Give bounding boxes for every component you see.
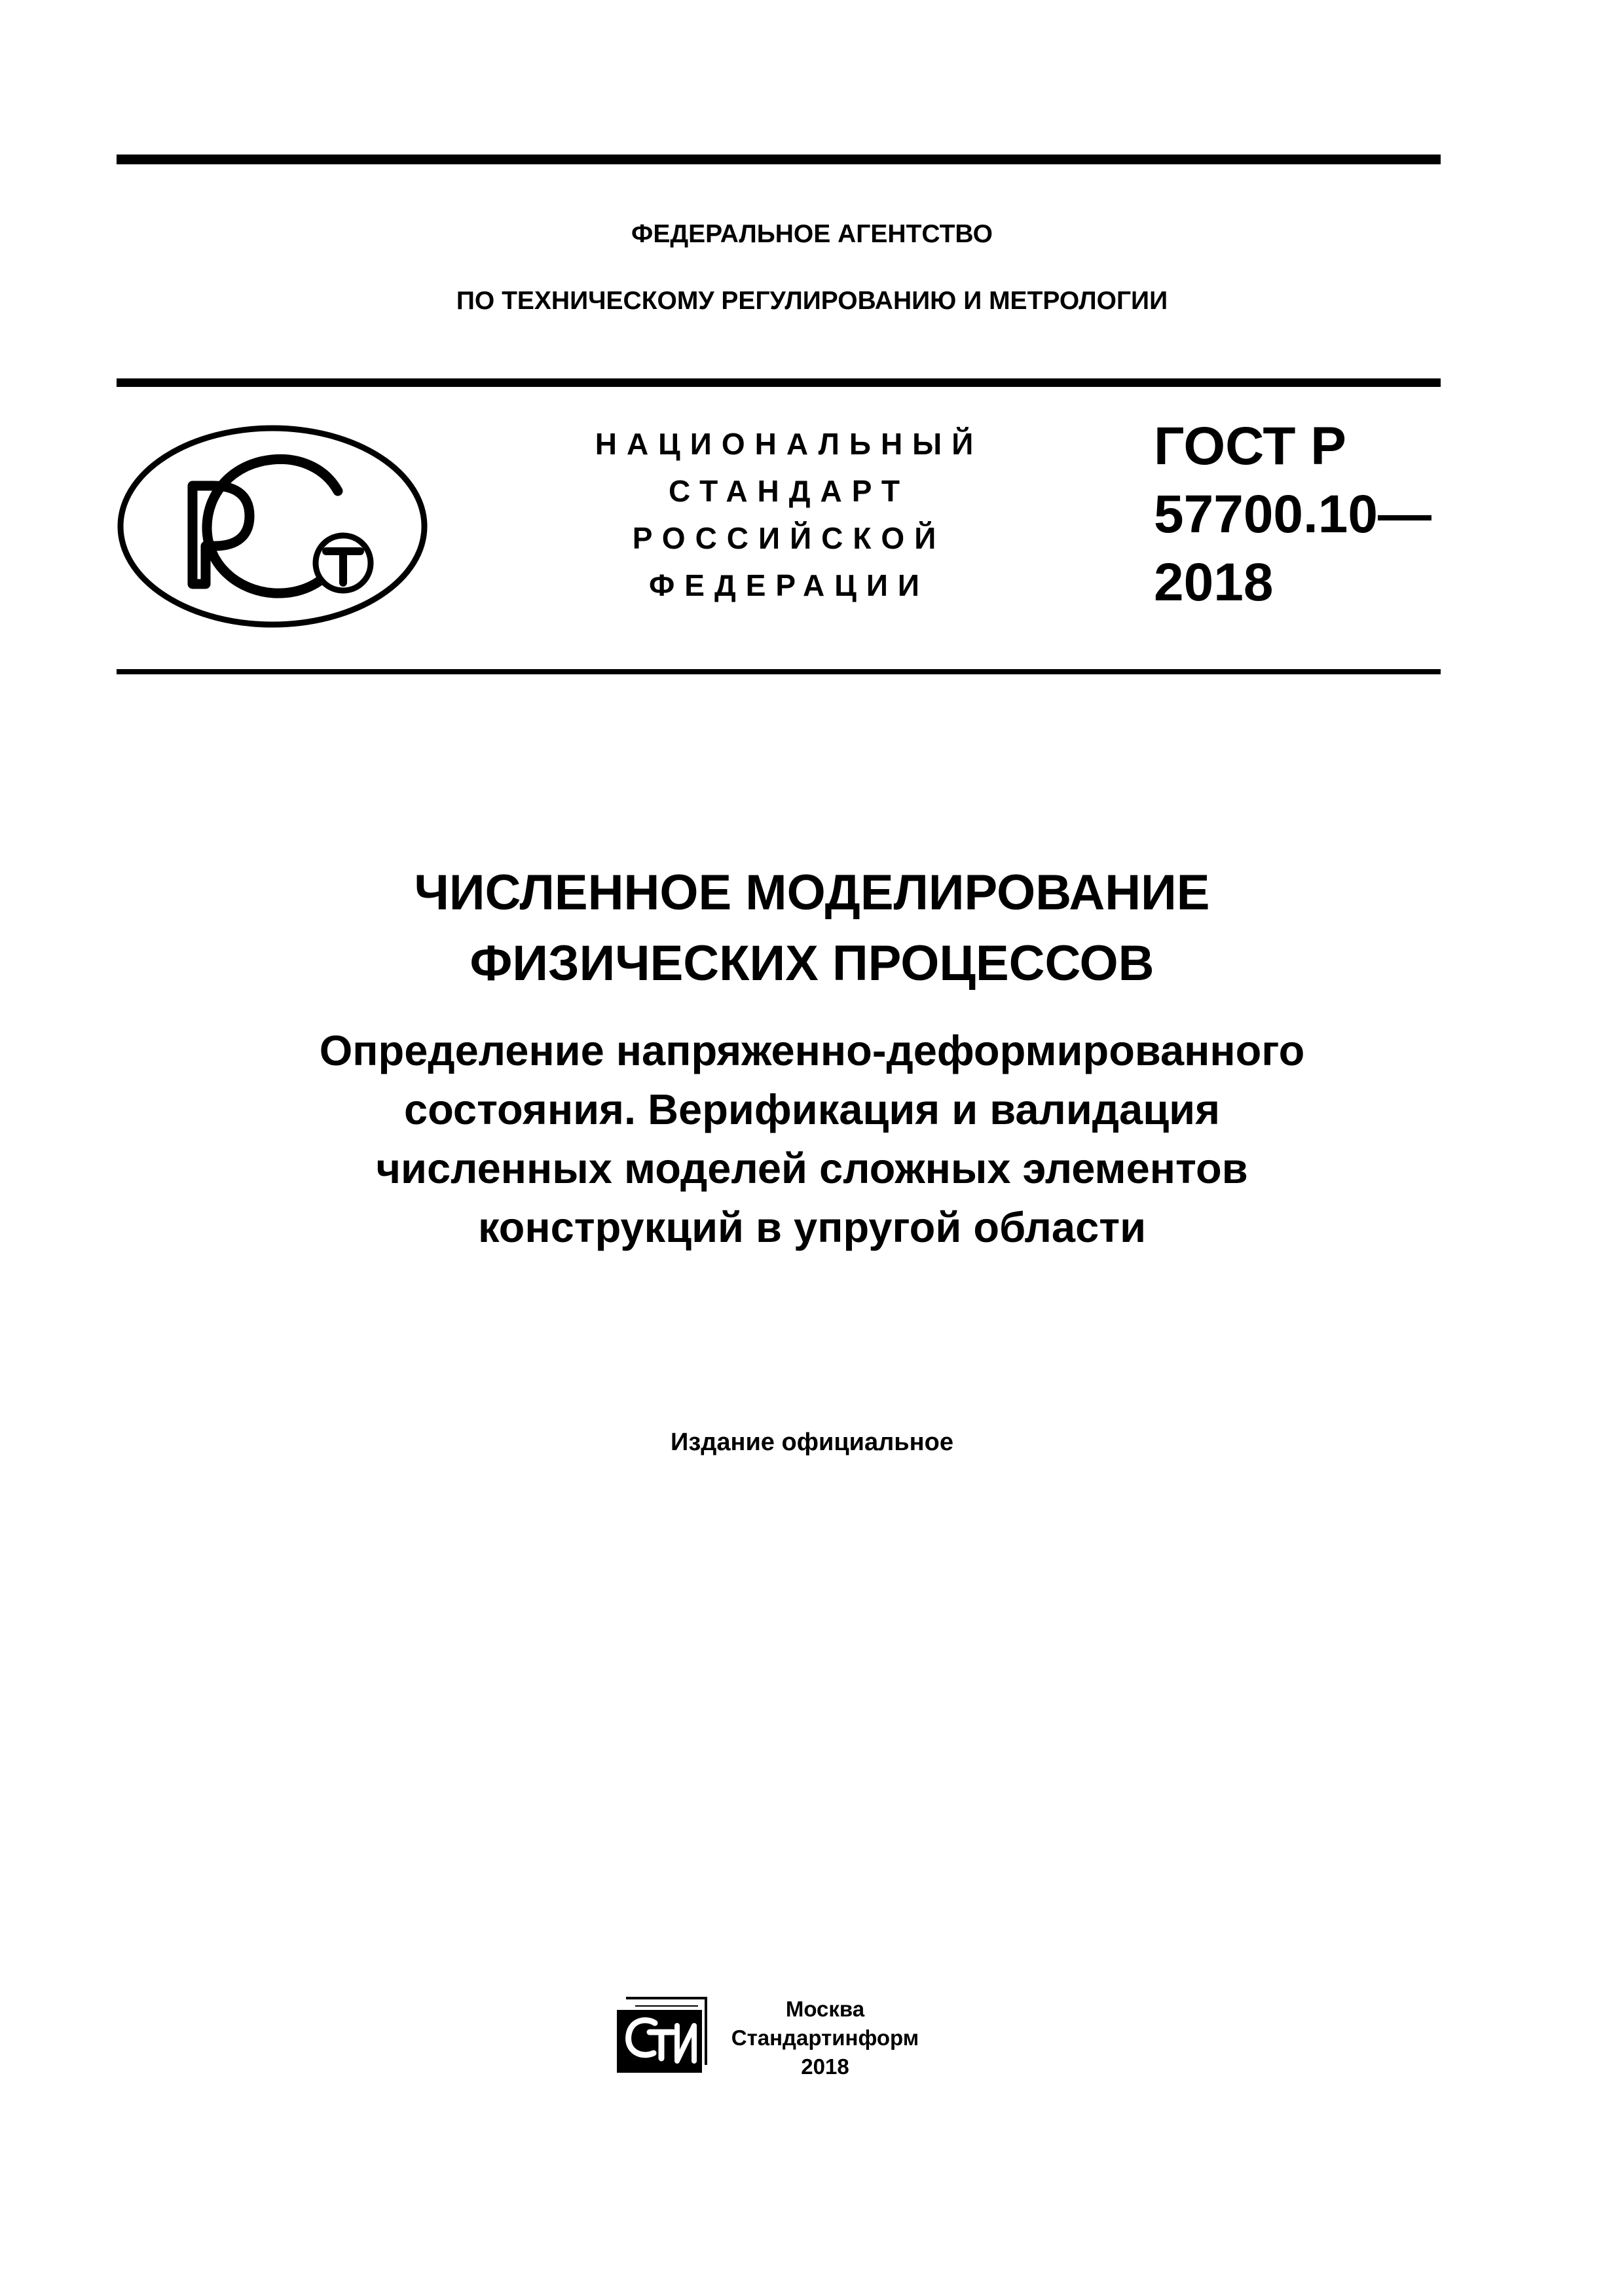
subtitle-line-4: конструкций в упругой области	[477, 1203, 1147, 1251]
national-standard-line: ФЕДЕРАЦИИ	[649, 568, 929, 602]
standard-designation	[1154, 412, 1432, 617]
subtitle-line-1: Определение напряженно-деформированного	[319, 1027, 1305, 1074]
publisher-year: 2018	[801, 2054, 849, 2079]
title-line-1: ЧИСЛЕННОЕ МОДЕЛИРОВАНИЕ	[414, 865, 1210, 920]
header-bottom-rule	[117, 669, 1441, 674]
designation-line-3: 2018	[1154, 553, 1274, 612]
national-standard-line: СТАНДАРТ	[669, 474, 910, 508]
standartinform-logo-icon	[612, 1993, 710, 2078]
document-subtitle	[0, 1021, 1624, 1257]
top-rule	[117, 155, 1441, 164]
national-standard-label	[576, 420, 1002, 609]
publisher-name: Стандартинформ	[731, 2026, 919, 2050]
designation-line-1: ГОСТ Р	[1154, 416, 1346, 476]
subtitle-line-3: численных моделей сложных элементов	[376, 1144, 1248, 1192]
national-standard-line: НАЦИОНАЛЬНЫЙ	[595, 427, 984, 461]
agency-name-line-1: ФЕДЕРАЛЬНОЕ АГЕНТСТВО	[631, 220, 993, 248]
national-standard-line: РОССИЙСКОЙ	[632, 521, 946, 555]
header-rule	[117, 378, 1441, 387]
document-title	[0, 858, 1624, 999]
publisher-block	[720, 1995, 930, 2081]
designation-line-2: 57700.10—	[1154, 484, 1432, 544]
edition-note: Издание официальное	[671, 1429, 953, 1456]
subtitle-line-2: состояния. Верификация и валидация	[403, 1085, 1221, 1133]
agency-name-line-2: ПО ТЕХНИЧЕСКОМУ РЕГУЛИРОВАНИЮ И МЕТРОЛОГИИ	[456, 287, 1168, 315]
publisher-city: Москва	[785, 1997, 865, 2021]
title-line-2: ФИЗИЧЕСКИХ ПРОЦЕССОВ	[470, 936, 1154, 991]
rst-emblem-icon	[115, 423, 430, 630]
